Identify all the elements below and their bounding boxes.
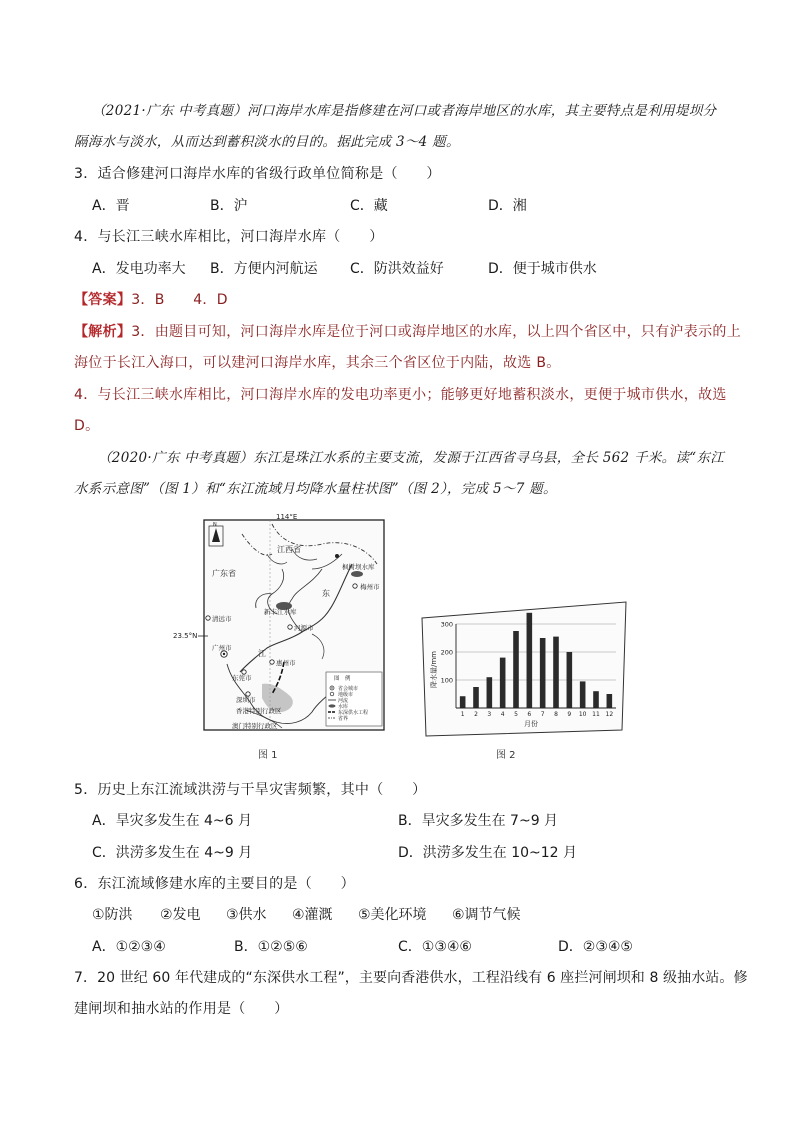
precip-chart	[420, 600, 630, 740]
dongjiang-map	[172, 514, 392, 752]
chart-y-tick-label: 200	[440, 648, 453, 657]
legend-item-5: 东深供水工程	[338, 710, 369, 716]
chart-x-tick-label: 9	[567, 711, 572, 718]
q6-option-c[interactable]: C．①③④⑥	[398, 939, 472, 955]
chart-x-tick-label: 12	[605, 711, 614, 718]
legend-item-2: 地级市	[338, 692, 354, 698]
map-label-shenzhen: 深圳市	[236, 696, 256, 704]
q5-stem: 5．历史上东江流域洪涝与干旱灾害频繁，其中（ ）	[74, 782, 427, 798]
map-label-huizhou: 惠州市	[276, 659, 296, 667]
q6-item-6: ⑥调节气候	[452, 907, 521, 923]
chart-x-tick-label: 4	[500, 711, 505, 718]
chart-x-tick-label: 11	[592, 711, 600, 718]
q4-option-c[interactable]: C．防洪效益好	[350, 261, 444, 277]
chart-bar-5	[513, 631, 519, 708]
answer-row	[74, 290, 228, 310]
q6-item-4: ④灌溉	[292, 907, 333, 923]
map-label-xinfengjiang: 新丰江水库	[264, 608, 297, 616]
map-longitude: 114°E	[276, 514, 298, 521]
q3-option-c[interactable]: C．藏	[350, 198, 388, 214]
chart-ylabel: 降水量/mm	[430, 651, 438, 688]
q5-option-d[interactable]: D．洪涝多发生在 10~12 月	[398, 845, 578, 861]
map-label-jiangxi: 江西省	[277, 545, 301, 554]
legend-item-6: 省界	[338, 716, 349, 722]
legend-item-1: 省会城市	[338, 686, 359, 692]
chart-bar-1	[460, 696, 466, 708]
answer-text: 3．B 4．D	[131, 292, 228, 308]
map-label-macau: 澳门特别行政区	[232, 722, 278, 730]
q6-option-b[interactable]: B．①②⑤⑥	[234, 939, 308, 955]
map-label-hongkong: 香港特别行政区	[236, 707, 282, 715]
map-label-meizhou: 梅州市	[360, 583, 380, 591]
chart-bar-4	[500, 658, 506, 708]
precip-chart-figure	[420, 600, 630, 740]
analysis-line4: D。	[74, 418, 100, 434]
chart-y-tick-label: 100	[440, 676, 453, 685]
chart-bar-11	[593, 691, 599, 708]
intro1-line2: 隔海水与淡水，从而达到蓄积淡水的目的。据此完成 3～4 题。	[74, 134, 460, 150]
map-label-heyuan: 河源市	[294, 624, 314, 632]
q5-option-c[interactable]: C．洪涝多发生在 4~9 月	[92, 845, 253, 861]
chart-bar-9	[567, 652, 573, 708]
q3-option-d[interactable]: D．湘	[488, 198, 527, 214]
q6-item-2: ②发电	[160, 907, 201, 923]
intro2-line2: 水系示意图”（图 1）和“东江流域月均降水量柱状图”（图 2），完成 5～7 题。	[74, 481, 557, 497]
map-label-jiang: 江	[258, 649, 266, 658]
q7-line2: 建闸坝和抽水站的作用是（ ）	[74, 1001, 289, 1017]
chart-x-tick-label: 2	[474, 711, 478, 718]
chart-x-tick-label: 7	[540, 711, 545, 718]
q5-option-b[interactable]: B．旱灾多发生在 7~9 月	[398, 813, 559, 829]
q3-option-b[interactable]: B．沪	[210, 198, 248, 214]
map-label-guangdong: 广东省	[212, 569, 236, 578]
chart-bar-10	[580, 681, 586, 708]
intro2-line1: （2020·广东 中考真题）东江是珠江水系的主要支流，发源于江西省寻乌县，全长 562 千米。读“东江	[98, 450, 724, 466]
answer-label: 【答案】	[74, 292, 132, 308]
map-label-qingyuan: 清远市	[212, 615, 232, 623]
chart-x-tick-label: 8	[554, 711, 558, 718]
chart-x-tick-label: 3	[487, 711, 492, 718]
q4-stem: 4．与长江三峡水库相比，河口海岸水库（ ）	[74, 229, 384, 245]
q4-option-b[interactable]: B．方便内河航运	[210, 261, 318, 277]
map-label-guangzhou: 广州市	[212, 644, 232, 652]
chart-bar-12	[607, 694, 613, 708]
chart-bar-6	[527, 613, 533, 708]
analysis-line3: 4．与长江三峡水库相比，河口海岸水库的发电功率更小；能够更好地蓄积淡水，更便于城市供水，故选	[74, 387, 727, 403]
q6-item-1: ①防洪	[92, 907, 133, 923]
legend-item-3: 河流	[338, 698, 349, 704]
q6-stem: 6．东江流域修建水库的主要目的是（ ）	[74, 876, 355, 892]
chart-y-tick-label: 300	[440, 620, 453, 629]
q6-option-a[interactable]: A．①②③④	[92, 939, 166, 955]
chart-bar-2	[473, 687, 479, 708]
q4-option-a[interactable]: A．发电功率大	[92, 261, 186, 277]
analysis-label: 【解析】	[74, 324, 132, 340]
analysis-line2: 海位于长江入海口，可以建河口海岸水库，其余三个省区位于内陆，故选 B。	[74, 355, 561, 371]
chart-x-tick-label: 10	[578, 711, 587, 718]
chart-x-tick-label: 5	[514, 711, 518, 718]
chart-caption: 图 2	[496, 750, 516, 761]
map-caption: 图 1	[258, 750, 278, 761]
map-north-label: N	[213, 522, 217, 528]
chart-bar-3	[487, 677, 493, 708]
q3-option-a[interactable]: A．晋	[92, 198, 130, 214]
q4-option-d[interactable]: D．便于城市供水	[488, 261, 597, 277]
map-label-dong: 东	[322, 589, 330, 598]
dongjiang-map-figure	[172, 514, 392, 752]
chart-x-tick-label: 6	[527, 711, 532, 718]
chart-bar-8	[553, 637, 559, 708]
chart-xlabel: 月份	[524, 720, 538, 728]
q6-item-3: ③供水	[226, 907, 267, 923]
analysis-line1	[74, 322, 741, 342]
q3-stem: 3．适合修建河口海岸水库的省级行政单位简称是（ ）	[74, 166, 441, 182]
legend-title: 图 例	[334, 676, 351, 682]
intro1-line1: （2021·广东 中考真题）河口海岸水库是指修建在河口或者海岸地区的水库，其主要特点是利用堤坝分	[92, 103, 717, 119]
legend-item-4: 水库	[338, 704, 349, 710]
q5-option-a[interactable]: A．旱灾多发生在 4~6 月	[92, 813, 253, 829]
chart-x-tick-label: 1	[460, 711, 465, 718]
chart-bar-7	[540, 638, 546, 708]
map-label-fengshuba: 枫树坝水库	[342, 563, 375, 571]
map-label-dongguan: 东莞市	[232, 674, 252, 682]
q6-option-d[interactable]: D．②③④⑤	[558, 939, 633, 955]
map-latitude: 23.5°N	[173, 632, 198, 640]
q7-line1: 7．20 世纪 60 年代建成的“东深供水工程”，主要向香港供水，工程沿线有 6 座拦河闸坝和 8 级抽水站。修	[74, 970, 748, 986]
q6-item-5: ⑤美化环境	[358, 907, 427, 923]
analysis-text-1: 3．由题目可知，河口海岸水库是位于河口或海岸地区的水库，以上四个省区中，只有沪表示的上	[131, 324, 742, 340]
